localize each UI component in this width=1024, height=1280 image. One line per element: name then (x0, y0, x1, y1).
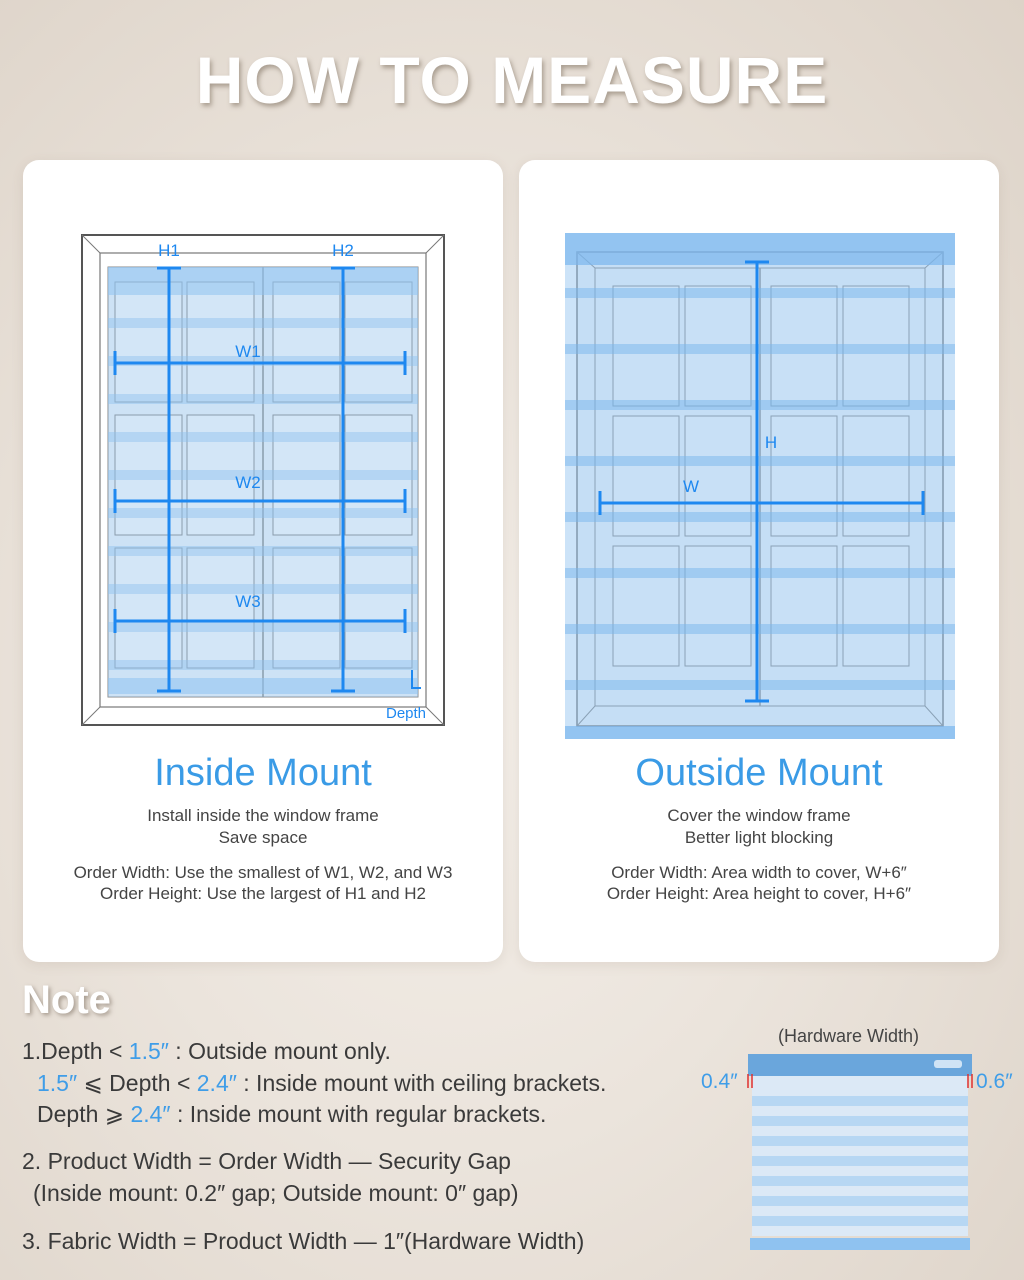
note-line-2-b: ⩽ Depth < (77, 1070, 197, 1096)
hardware-right-width: 0.6″ (976, 1070, 1013, 1093)
outside-mount-title: Outside Mount (635, 752, 883, 794)
page-title: HOW TO MEASURE (195, 43, 829, 117)
outside-order-width: Order Width: Area width to cover, W+6″ (611, 863, 907, 882)
h1-label: H1 (158, 241, 180, 260)
note-line-2-d: : Inside mount with ceiling brackets. (236, 1070, 607, 1096)
note-line-1-b: 1.5″ (128, 1038, 169, 1064)
note-line-6: 3. Fabric Width = Product Width — 1″(Hardware Width) (22, 1228, 585, 1254)
note-line-1 (22, 1038, 391, 1065)
note-line-2-c: 2.4″ (196, 1070, 237, 1096)
hardware-left-width: 0.4″ (701, 1070, 738, 1093)
inside-desc-1: Install inside the window frame (147, 806, 379, 825)
h-label: H (764, 433, 778, 452)
note-line-3 (37, 1101, 546, 1128)
inside-desc-2: Save space (218, 828, 308, 847)
inside-mount-title: Inside Mount (154, 752, 372, 794)
note-line-5: (Inside mount: 0.2″ gap; Outside mount: 0″ gap) (33, 1180, 519, 1206)
inside-mount-diagram (23, 160, 503, 760)
inside-order-width: Order Width: Use the smallest of W1, W2, and W3 (73, 863, 453, 882)
inside-mount-card (23, 160, 503, 962)
hardware-width-label: (Hardware Width) (778, 1026, 920, 1046)
outside-desc-1: Cover the window frame (667, 806, 851, 825)
inside-order-height: Order Height: Use the largest of H1 and H2 (100, 884, 426, 903)
h2-label: H2 (332, 241, 354, 260)
depth-label: Depth (385, 705, 427, 722)
note-line-1-a: 1.Depth < (22, 1038, 129, 1064)
note-line-3-a: Depth ⩾ (37, 1101, 131, 1127)
note-line-4: 2. Product Width = Order Width — Security Gap (22, 1148, 511, 1174)
note-line-1-c: : Outside mount only. (168, 1038, 391, 1064)
w1-label: W1 (235, 342, 261, 361)
note-line-2 (37, 1070, 606, 1097)
outside-mount-diagram (519, 160, 999, 760)
note-line-3-b: 2.4″ (130, 1101, 171, 1127)
note-title: Note (22, 978, 111, 1022)
w3-label: W3 (235, 592, 261, 611)
note-line-3-c: : Inside mount with regular brackets. (170, 1101, 547, 1127)
blind-hardware-diagram (744, 1052, 976, 1254)
w-label: W (682, 477, 700, 496)
outside-mount-card (519, 160, 999, 962)
outside-desc-2: Better light blocking (684, 828, 834, 847)
outside-order-height: Order Height: Area height to cover, H+6″ (606, 884, 912, 903)
note-line-2-a: 1.5″ (37, 1070, 78, 1096)
w2-label: W2 (235, 473, 261, 492)
